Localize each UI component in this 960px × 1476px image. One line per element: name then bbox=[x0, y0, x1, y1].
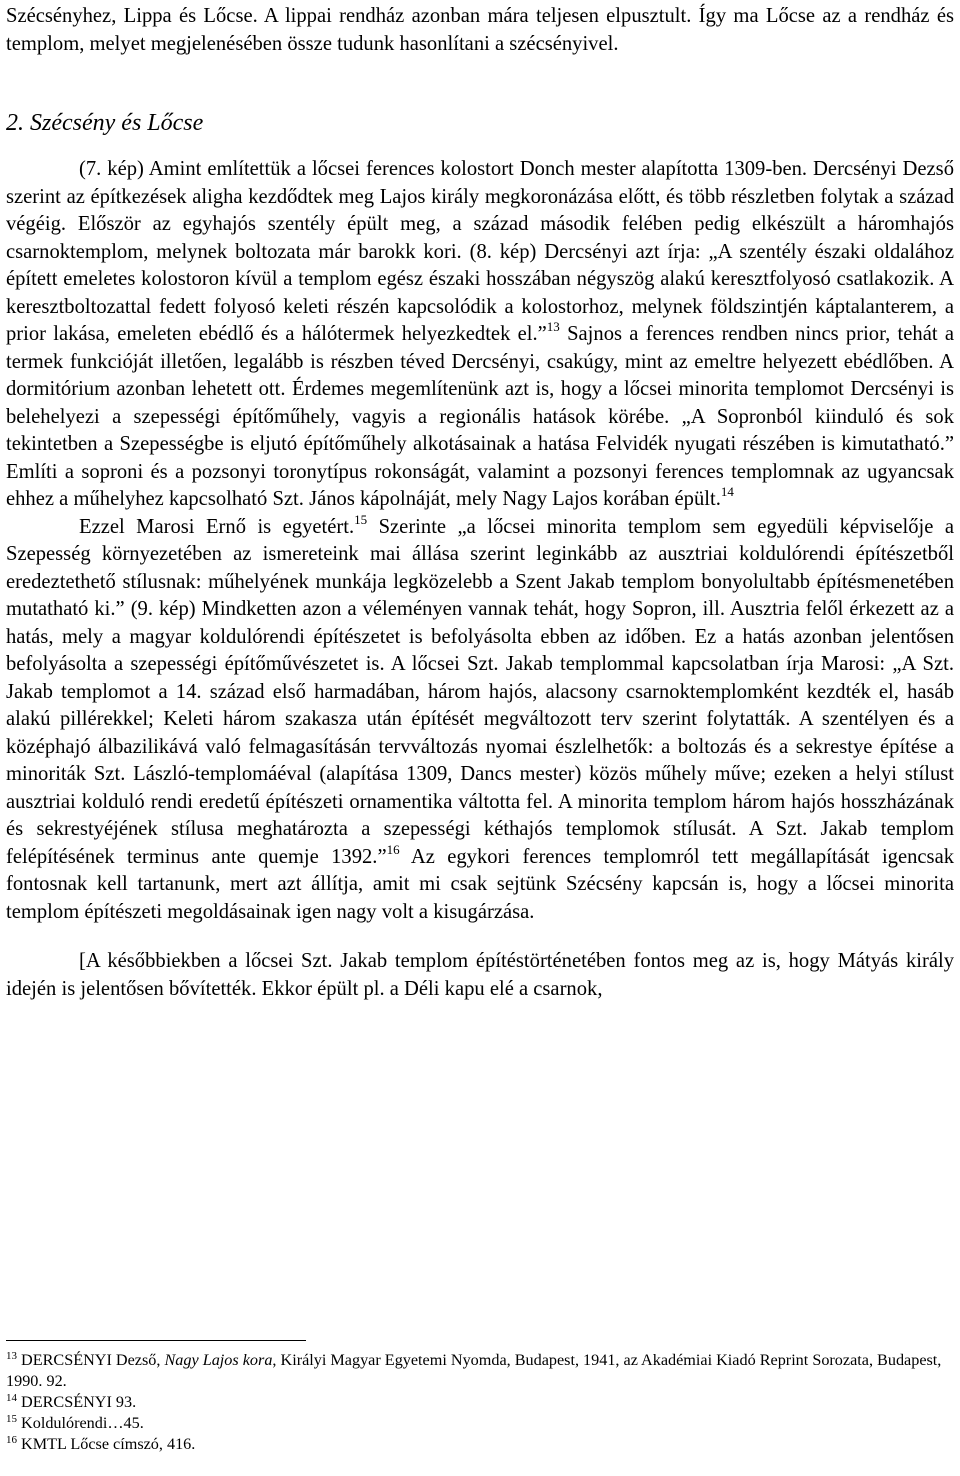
section-number: 2. bbox=[6, 110, 24, 136]
footnote-ref: 14 bbox=[720, 484, 734, 499]
footnote-16 bbox=[6, 1434, 954, 1455]
footnote-text: DERCSÉNYI 93. bbox=[21, 1393, 137, 1411]
footnote-title: Nagy Lajos kora bbox=[164, 1351, 273, 1369]
footnote-author: DERCSÉNYI Dezső, bbox=[21, 1351, 165, 1369]
footnotes bbox=[6, 1350, 954, 1455]
paragraph-text: (7. kép) Amint említettük a lőcsei ferences kolostort Donch mester alapította 1309-ben. Dercsényi Dezső szerint az építkezések aligha kezdődtek meg Lajos király megkoronázása előtt, és több részletben folytak a század végéig. Először az egyhajós szentély épült meg, a század második felében pedig elkészült a háromhajós csarnoktemplom, melynek boltozata már barokk kori. (8. kép) Dercsényi azt írja: „A szentély északi oldalához épített emeletes kolostoron kívül a templom egész északi hosszában négyszög alakú keresztfolyosó csatlakozik. A keresztboltozattal fedett folyosó keleti részén kapcsolódik a kolostorhoz, melynek földszintjén káptalanterem, a prior lakása, emeleten ebédlő és a hálótermek helyezkedtek el.” bbox=[6, 158, 954, 345]
footnote-number: 15 bbox=[6, 1413, 17, 1425]
section-heading bbox=[6, 108, 954, 138]
footnote-text: , Királyi Magyar Egyetemi Nyomda, Budapest, 1941, az Akadémiai Kiadó Reprint Sorozata, Budapest, 1990. 92. bbox=[6, 1351, 942, 1390]
footnote-ref: 15 bbox=[354, 511, 368, 527]
section-title: Szécsény és Lőcse bbox=[30, 110, 204, 136]
footnote-ref: 16 bbox=[386, 841, 400, 857]
document-page bbox=[6, 3, 954, 1003]
footnote-number: 14 bbox=[6, 1392, 17, 1404]
footnote-number: 16 bbox=[6, 1434, 17, 1446]
body-paragraph-1 bbox=[6, 156, 954, 514]
paragraph-text: Szerinte „a lőcsei minorita templom sem egyedüli képviselője a Szepesség környezetében az ismereteink mai állása szerint leginkább az ausztriai koldulórendi építészetből eredeztethető stílusnak: műhelyének munkája legközelebb a Szent Jakab templom bonyolultabb építésmenetében mutatható ki.” (9. kép) Mindketten azon a véleményen vannak tehát, hogy Sopron, ill. Ausztria felől érkezett az a hatás, mely a magyar koldulórendi építészetet is befolyásolta ebben az időben. Ez a hatás azonban jelentősen befolyásolta a szepességi építőművészetet is. A lőcsei Szt. Jakab templommal kapcsolatban írja Marosi: „A Szt. Jakab templomot a 14. század első harmadában, három hajós, alacsony csarnoktemplomként kezdték el, hasáb alakú pillérekkel; Keleti három szakasza után építését megváltozott terv szerint folytatták. A szentélyen és a középhajó álbazilikává való felmagasításán tervváltozás nyomai észlelhetők: a boltozás és a sekrestye építése a minoriták Szt. László-templomáéval (alapítása 1309, Dancs mester) közös műhely műve; ezeken a helyi stílust ausztriai kolduló rendi eredetű építészeti ornamentika váltotta fel. A minorita templom három hajós hosszházának és sekrestyéjének stílusa meghatározta a szepességi kéthajós templomok stílusát. A Szt. Jakab templom felépítésének terminus ante quemje 1392.” bbox=[6, 515, 955, 868]
body-paragraph-2 bbox=[6, 511, 955, 927]
footnote-text: KMTL Lőcse címszó, 416. bbox=[21, 1435, 196, 1453]
footnote-text: Koldulórendi…45. bbox=[21, 1414, 144, 1432]
footnote-number: 13 bbox=[6, 1350, 17, 1362]
paragraph-text: Sajnos a ferences rendben nincs prior, tehát a termek funkcióját illetően, legalább is részben téved Dercsényi, csakúgy, mint az emeltre helyezett ebédlőben. A dormitórium azonban lehetett ott. Érdemes megemlítenünk azt is, hogy a lőcsei minorita templomot Dercsényi is belehelyezi a szepességi építőműhely, vagyis a regionális hatások körébe. „A Sopronból kiinduló és sok tekintetben a Szepességbe is eljutó építőműhely alkotásainak a hatása Felvidék nyugati részében is kimutatható.” Említi a soproni és a pozsonyi toronytípus rokonságát, valamint a pozsonyi ferences templomnak az ugyancsak ehhez a műhelyhez kapcsolható Szt. János kápolnáját, mely Nagy Lajos korában épült. bbox=[6, 323, 954, 510]
intro-paragraph bbox=[6, 3, 954, 58]
footnote-15 bbox=[6, 1413, 954, 1434]
paragraph-text: Az egykori ferences templomról tett megállapítását igencsak fontosnak kell tartanunk, mert azt állítja, amit mi csak sejtünk Szécsény kapcsán is, hogy a lőcsei minorita templom építészeti megoldásainak igen nagy volt a kisugárzása. bbox=[6, 845, 955, 923]
paragraph-text: [A későbbiekben a lőcsei Szt. Jakab templom építéstörténetében fontos meg az is, hogy Mátyás király idején is jelentősen bővítették. Ekkor épült pl. a Déli kapu elé a csarnok, bbox=[6, 950, 954, 1000]
paragraph-text: Ezzel Marosi Ernő is egyetért. bbox=[79, 515, 355, 538]
intro-text: Szécsényhez, Lippa és Lőcse. A lippai rendház azonban mára teljesen elpusztult. Így ma Lőcse az a rendház és templom, melyet megjelenésében össze tudunk hasonlítani a szécsényivel. bbox=[6, 5, 954, 55]
footnote-ref: 13 bbox=[546, 319, 560, 334]
footnote-divider bbox=[6, 1340, 306, 1341]
body-paragraph-3 bbox=[6, 948, 954, 1003]
footnote-13 bbox=[6, 1350, 954, 1392]
footnote-14 bbox=[6, 1392, 954, 1413]
